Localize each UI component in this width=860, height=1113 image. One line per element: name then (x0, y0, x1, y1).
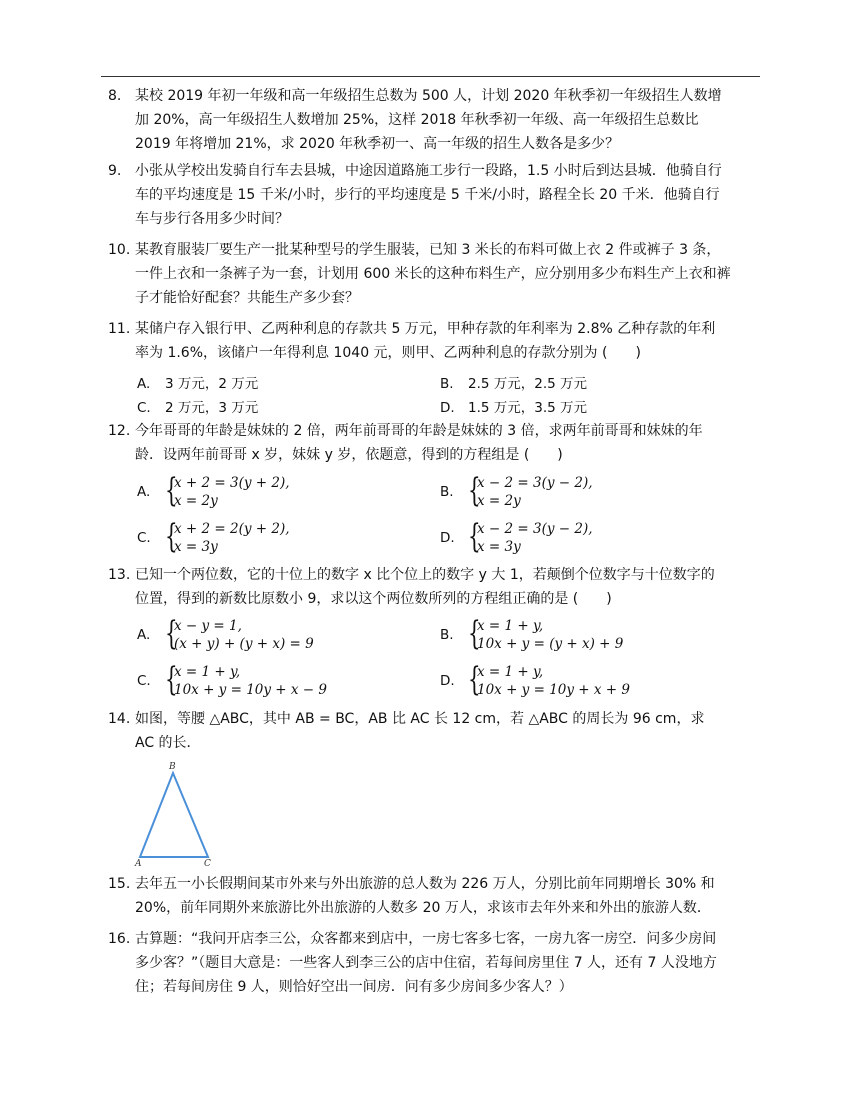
question-line: AC 的长． (135, 735, 201, 751)
vertex-label-b: B (169, 762, 176, 772)
triangle-figure (130, 760, 220, 868)
question-9 (108, 159, 760, 231)
question-line: 子才能恰好配套？共能生产多少套？ (135, 290, 359, 306)
question-line: 已知一个两位数，它的十位上的数字 x 比个位上的数字 y 大 1，若颠倒个位数字与十位数字的 (135, 567, 715, 583)
option-b[interactable]: B. 2.5 万元，2.5 万元 (440, 376, 588, 392)
option-label: A. (137, 484, 151, 500)
question-line: 某校 2019 年初一年级和高一年级招生总数为 500 人，计划 2020 年秋季初一年级招生人数增 (135, 88, 722, 104)
question-number: 15. (108, 876, 131, 892)
question-line: 今年哥哥的年龄是妹妹的 2 倍，两年前哥哥的年龄是妹妹的 3 倍，求两年前哥哥和妹妹的年 (135, 423, 703, 439)
question-line: 住；若每间房住 9 人，则恰好空出一间房．问有多少房间多少客人？） (135, 979, 573, 995)
option-label: D. (440, 530, 455, 546)
question-line: 20%，前年同期外来旅游比外出旅游的人数多 20 万人，求该市去年外来和外出的旅游人数． (135, 900, 711, 916)
question-line: 加 20%，高一年级招生人数增加 25%，这样 2018 年秋季初一年级、高一年级招生总数比 (135, 112, 699, 128)
question-number: 11. (108, 321, 131, 337)
question-line: 位置，得到的新数比原数小 9，求以这个两位数所列的方程组正确的是 ( ) (135, 591, 612, 607)
question-line: 某教育服装厂要生产一批某种型号的学生服装，已知 3 米长的布料可做上衣 2 件或裤子 3 条， (135, 242, 721, 258)
brace-icon: { (468, 659, 481, 698)
option-label: A. (137, 627, 151, 643)
option-label: C. (137, 530, 151, 546)
question-number: 12. (108, 423, 131, 439)
question-line: 某储户存入银行甲、乙两种利息的存款共 5 万元，甲种存款的年利率为 2.8% 乙种存款的年利 (135, 321, 716, 337)
brace-icon: { (165, 470, 178, 509)
question-line: 小张从学校出发骑自行车去县城，中途因道路施工步行一段路，1.5 小时后到达县城．他骑自行 (135, 163, 722, 179)
question-number: 8. (108, 88, 122, 104)
question-16 (108, 927, 760, 999)
question-line: 率为 1.6%，该储户一年得利息 1040 元，则甲、乙两种利息的存款分别为 ( ) (135, 345, 641, 361)
brace-icon: { (468, 470, 481, 509)
question-line: 2019 年将增加 21%，求 2020 年秋季初一、高一年级的招生人数各是多少？ (135, 136, 620, 152)
question-15 (108, 872, 760, 920)
top-rule (101, 76, 760, 77)
option-c[interactable]: C. 2 万元，3 万元 (137, 400, 259, 416)
brace-icon: { (165, 516, 178, 555)
question-line: 多少客？”（题目大意是：一些客人到李三公的店中住宿，若每间房里住 7 人，还有 7 人没地方 (135, 955, 717, 971)
question-number: 9. (108, 163, 122, 179)
vertex-label-c: C (204, 859, 211, 868)
question-12 (108, 419, 760, 467)
question-line: 去年五一小长假期间某市外来与外出旅游的总人数为 226 万人，分别比前年同期增长 30% 和 (135, 876, 715, 892)
brace-icon: { (468, 613, 481, 652)
question-8 (108, 84, 760, 156)
question-line: 一件上衣和一条裤子为一套，计划用 600 米长的这种布料生产，应分别用多少布料生产上衣和裤 (135, 266, 731, 282)
option-label: D. (440, 673, 455, 689)
question-number: 10. (108, 242, 131, 258)
option-d[interactable]: D. 1.5 万元，3.5 万元 (440, 400, 588, 416)
question-line: 龄．设两年前哥哥 x 岁，妹妹 y 岁，依题意，得到的方程组是 ( ) (135, 447, 563, 463)
option-label: B. (440, 627, 454, 643)
question-10 (108, 238, 760, 310)
question-line: 车的平均速度是 15 千米/小时，步行的平均速度是 5 千米/小时，路程全长 20 千米．他骑自行 (135, 187, 720, 203)
question-line: 如图，等腰 △ABC，其中 AB = BC，AB 比 AC 长 12 cm，若 △ABC 的周长为 96 cm，求 (135, 711, 705, 727)
question-number: 14. (108, 711, 131, 727)
option-label: B. (440, 484, 454, 500)
option-a[interactable]: A. 3 万元，2 万元 (137, 376, 259, 392)
brace-icon: { (165, 659, 178, 698)
question-line: 车与步行各用多少时间？ (135, 211, 289, 227)
brace-icon: { (468, 516, 481, 555)
question-number: 16. (108, 931, 131, 947)
vertex-label-a: A (135, 859, 142, 868)
question-13 (108, 563, 760, 611)
question-14 (108, 707, 760, 755)
question-11 (108, 317, 760, 365)
triangle-abc (140, 773, 208, 857)
option-label: C. (137, 673, 151, 689)
question-number: 13. (108, 567, 131, 583)
question-line: 古算题：“我问开店李三公，众客都来到店中，一房七客多七客，一房九客一房空．问多少房间 (135, 931, 717, 947)
brace-icon: { (165, 613, 178, 652)
